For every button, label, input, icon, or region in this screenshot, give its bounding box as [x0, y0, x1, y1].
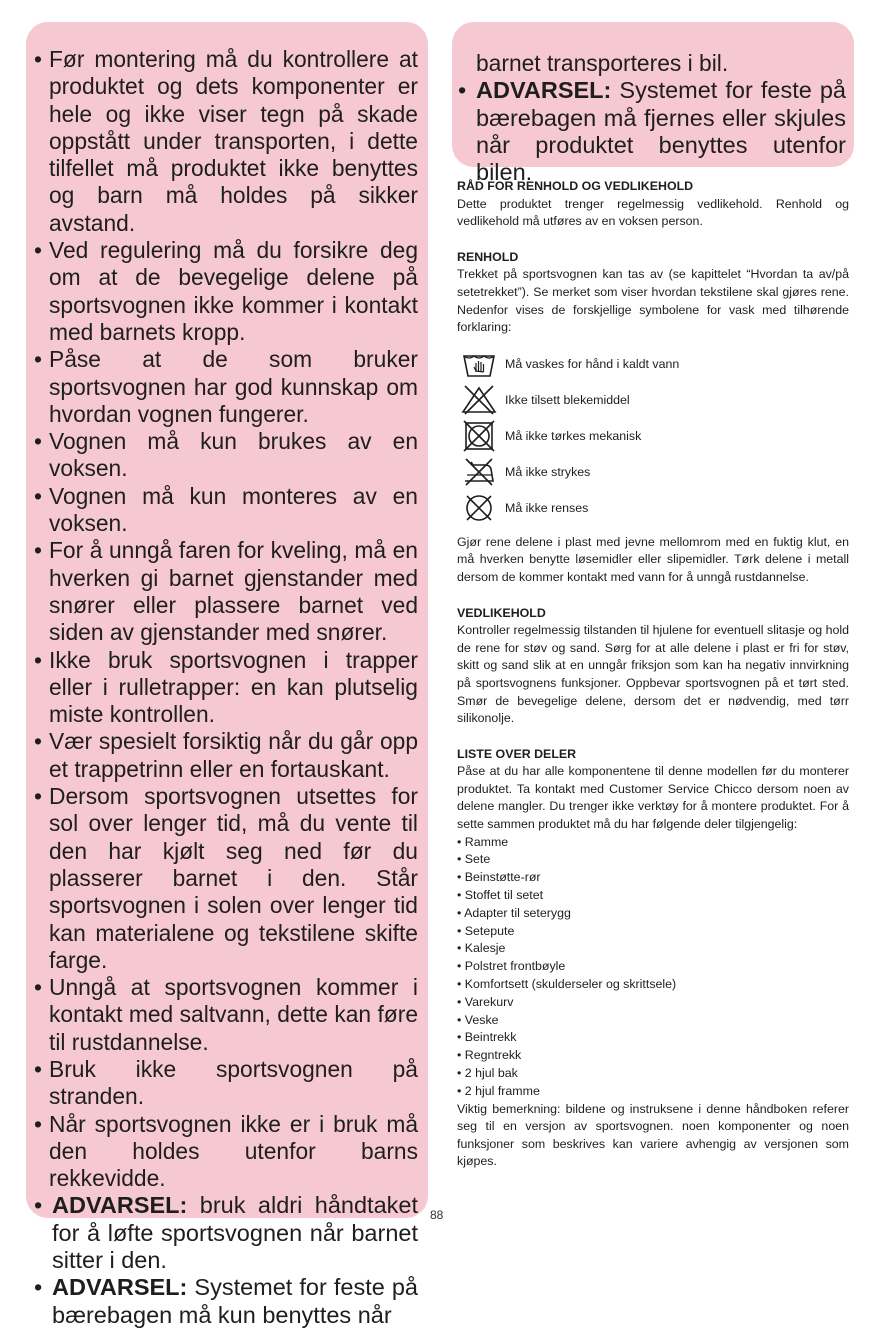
care-symbols: [457, 346, 849, 526]
safety-item: • Vær spesielt forsiktig når du går opp et trappetrinn eller en fortauskant.: [34, 728, 418, 782]
symbol-label: Må ikke tørkes mekanisk: [505, 428, 642, 443]
continuation-text: barnet transporteres i bil.: [476, 50, 729, 76]
safety-item: • Dersom sportsvognen utsettes for sol over lenger tid, må du vente til den har kjølt seg ned før du plasserer barnet i den. Står sportsvognen i solen over lenger tid kan materialene og tekstilene skifte farge.: [34, 783, 418, 973]
no-tumble-dry-icon: [461, 420, 497, 452]
safety-item-text: Påse at de som bruker sportsvognen har god kunnskap om hvordan vognen fungerer.: [49, 346, 418, 427]
safety-item: • Før montering må du kontrollere at produktet og dets komponenter er hele og ikke viser tegn på skade oppstått under transporten, i dette tilfellet må produktet ikke benyttes og barn må holdes på sikker avstand.: [34, 46, 418, 236]
safety-item: • Bruk ikke sportsvognen på stranden.: [34, 1055, 418, 1110]
left-safety-box: [26, 22, 428, 1328]
safety-item: • Unngå at sportsvognen kommer i kontakt med saltvann, dette kan føre til rustdannelse.: [34, 974, 418, 1055]
warning-label: ADVARSEL:: [52, 1192, 188, 1219]
warning-label: ADVARSEL:: [52, 1274, 188, 1301]
care-title: RÅD FOR RENHOLD OG VEDLIKEHOLD: [457, 179, 694, 193]
symbol-label: Ikke tilsett blekemiddel: [505, 392, 630, 407]
no-iron-icon: [461, 456, 497, 488]
safety-item-text: Vognen må kun brukes av en voksen.: [49, 428, 418, 482]
cleaning-text: Trekket på sportsvognen kan tas av (se kapittelet “Hvordan ta av/på setetrekket”). Se merket som viser hvordan tekstilene skal gjøres rene. Nedenfor vises de forskjellige symbolene for vask med tilhørende forklaring:: [457, 267, 849, 335]
list-item: • Stoffet til setet: [457, 888, 544, 903]
warning-item: • ADVARSEL: Systemet for feste på bærebagen må kun benyttes når: [34, 1274, 418, 1328]
maintenance-title: VEDLIKEHOLD: [457, 605, 546, 620]
list-item: • Kalesje: [457, 941, 506, 956]
warning-list: [458, 77, 846, 186]
safety-item: • Ikke bruk sportsvognen i trapper eller i rulletrapper: en kan plutselig miste kontrollen.: [34, 646, 418, 728]
warning-text: Systemet for feste på bærebagen må kun benyttes når: [52, 1274, 418, 1328]
safety-item-text: Når sportsvognen ikke er i bruk må den holdes utenfor barns rekkevidde.: [49, 1110, 418, 1192]
safety-item-text: Ved regulering må du forsikre deg om at de bevegelige delene på sportsvognen ikke kommer i kontakt med barnets kropp.: [49, 237, 418, 345]
parts-title: LISTE OVER DELER: [457, 746, 577, 761]
care-symbol-row: [457, 454, 849, 490]
safety-item-text: Før montering må du kontrollere at produktet og dets komponenter er hele og ikke viser tegn på skade oppstått under transporten, i dette tilfellet må produktet ikke benyttes og barn må holdes på sikker avstand.: [49, 46, 418, 236]
safety-item: • Påse at de som bruker sportsvognen har god kunnskap om hvordan vognen fungerer.: [34, 346, 418, 427]
safety-item: • Ved regulering må du forsikre deg om at de bevegelige delene på sportsvognen ikke kommer i kontakt med barnets kropp.: [34, 237, 418, 345]
care-text: Dette produktet trenger regelmessig vedlikehold. Renhold og vedlikehold må utføres av en voksen person.: [457, 196, 849, 229]
symbol-label: Må ikke renses: [505, 500, 589, 515]
safety-item-text: Unngå at sportsvognen kommer i kontakt med saltvann, dette kan føre til rustdannelse.: [49, 974, 418, 1055]
hand-wash-icon: [461, 348, 497, 380]
safety-item-text: Vær spesielt forsiktig når du går opp et trappetrinn eller en fortauskant.: [49, 728, 418, 782]
page-number: 88: [430, 1208, 444, 1222]
warning-item: • ADVARSEL: Systemet for feste på bærebagen må fjernes eller skjules når produktet benyttes utenfor bilen.: [458, 77, 846, 186]
warning-item: • ADVARSEL: bruk aldri håndtaket for å løfte sportsvognen når barnet sitter i den.: [34, 1192, 418, 1274]
list-item: • Komfortsett (skulderseler og skrittsele): [457, 977, 677, 992]
list-item: • Veske: [457, 1012, 499, 1027]
parts-text: Påse at du har alle komponentene til denne modellen før du monterer produktet. Ta kontakt med Customer Service Chicco dersom noen av delene mangler. Du trenger ikke verktøy for å montere produktet. For å sette sammen produktet må du har følgende deler tilgjengelig:: [457, 764, 849, 832]
safety-item-text: Bruk ikke sportsvognen på stranden.: [49, 1055, 418, 1110]
cleaning-after-text: Gjør rene delene i plast med jevne mellomrom med en fuktig klut, en må hverken benytte løsemidler eller slipemidler. Tørk delene i metall dersom de kommer kontakt med vann for å unngå rustdannelse.: [457, 534, 849, 584]
care-symbol-row: [457, 490, 849, 526]
parts-list: [457, 834, 849, 1101]
list-item: • Polstret frontbøyle: [457, 959, 566, 974]
symbol-label: Må vaskes for hånd i kaldt vann: [505, 356, 680, 371]
safety-item: • Vognen må kun monteres av en voksen.: [34, 482, 418, 537]
list-item: • Adapter til seterygg: [457, 905, 571, 920]
list-item: • Varekurv: [457, 994, 514, 1009]
safety-item: • For å unngå faren for kveling, må en hverken gi barnet gjenstander med snører eller plassere barnet ved siden av gjenstander med snører.: [34, 537, 418, 646]
safety-item-text: For å unngå faren for kveling, må en hverken gi barnet gjenstander med snører eller plassere barnet ved siden av gjenstander med snører.: [49, 537, 418, 646]
list-item: • 2 hjul framme: [457, 1083, 540, 1098]
warning-label: ADVARSEL:: [476, 77, 612, 104]
care-symbol-row: [457, 346, 849, 382]
no-dry-clean-icon: [461, 492, 497, 524]
safety-item-text: Ikke bruk sportsvognen i trapper eller i rulletrapper: en kan plutselig miste kontrollen.: [49, 646, 418, 728]
symbol-label: Må ikke strykes: [505, 464, 591, 479]
safety-item-text: Dersom sportsvognen utsettes for sol over lenger tid, må du vente til den har kjølt seg ned før du plasserer barnet i den. Står sportsvognen i solen over lenger tid kan materialene og tekstilene skifte farge.: [49, 783, 418, 973]
care-symbol-row: [457, 418, 849, 454]
warning-text: Systemet for feste på bærebagen må fjernes eller skjules når produktet benyttes utenfor bilen.: [476, 77, 846, 186]
list-item: • Beintrekk: [457, 1030, 517, 1045]
list-item: • Sete: [457, 852, 491, 867]
cleaning-title: RENHOLD: [457, 249, 519, 264]
safety-list: [34, 46, 418, 1329]
safety-item: • Vognen må kun brukes av en voksen.: [34, 428, 418, 482]
care-symbol-row: [457, 382, 849, 418]
list-item: • Setepute: [457, 923, 515, 938]
list-item: • 2 hjul bak: [457, 1066, 518, 1081]
maintenance-text: Kontroller regelmessig tilstanden til hjulene for eventuell slitasje og hold de rene for støv og sand. Sørg for at alle delene i plast er fri for støv, skitt og sand slik at en unngår friksjon som kan ha negativ innvirkning på sportsvognens funksjoner. Oppbevar sportsvognen på et tørt sted. Smør de bevegelige delene, dersom det er nødvendig, med tørr silikonolje.: [457, 623, 849, 726]
safety-item: • Når sportsvognen ikke er i bruk må den holdes utenfor barns rekkevidde.: [34, 1110, 418, 1192]
list-item: • Regntrekk: [457, 1048, 522, 1063]
no-bleach-icon: [461, 384, 497, 416]
list-item: • Beinstøtte-rør: [457, 870, 541, 885]
parts-note: Viktig bemerkning: bildene og instruksene i denne håndboken referer seg til en versjon av sportsvognen. noen komponenter og noen funksjoner som beskrives kan variere avhengig av versjonen som kjøpes.: [457, 1101, 849, 1169]
warning-text: bruk aldri håndtaket for å løfte sportsvognen når barnet sitter i den.: [52, 1192, 418, 1274]
right-column: [457, 178, 849, 1171]
safety-item-text: Vognen må kun monteres av en voksen.: [49, 482, 418, 537]
list-item: • Ramme: [457, 834, 509, 849]
